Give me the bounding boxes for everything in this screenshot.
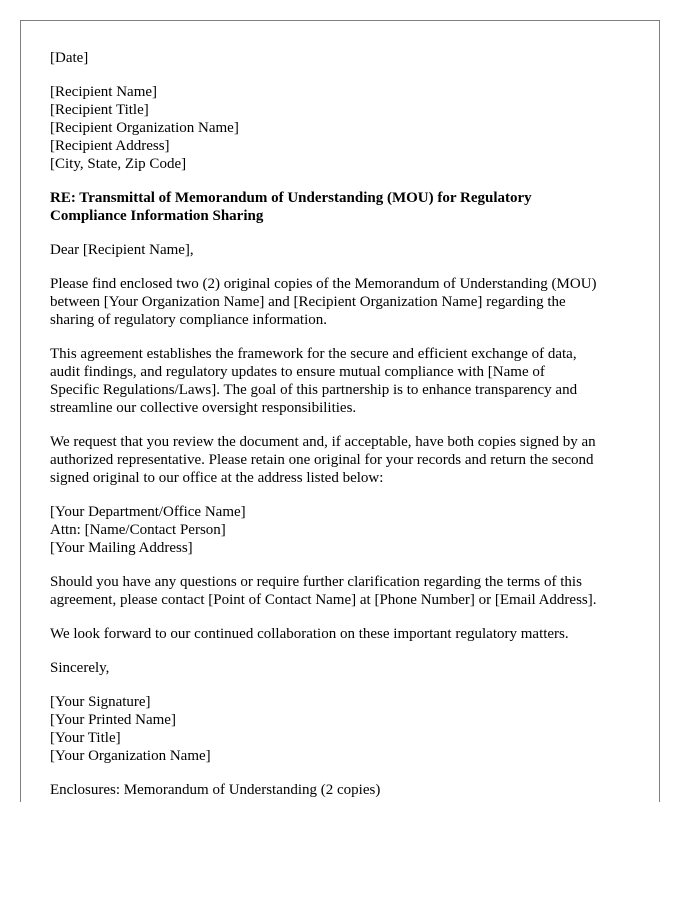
paragraph-line: audit findings, and regulatory updates to ensure mutual compliance with [Name of [50, 364, 545, 380]
paragraph-line: Specific Regulations/Laws]. The goal of this partnership is to enhance transparency and [50, 382, 578, 398]
paragraph-line: between [Your Organization Name] and [Recipient Organization Name] regarding the [50, 294, 566, 310]
paragraph-line: We request that you review the document and, if acceptable, have both copies signed by an [50, 434, 596, 450]
recipient-address: [Recipient Address] [50, 138, 170, 154]
paragraph-line: agreement, please contact [Point of Contact Name] at [Phone Number] or [Email Address]. [50, 592, 597, 608]
subject-line-2: Compliance Information Sharing [50, 208, 264, 224]
letter-page [20, 20, 660, 802]
signature-line: [Your Signature] [50, 694, 151, 710]
paragraph-line: Should you have any questions or require further clarification regarding the terms of this [50, 574, 582, 590]
recipient-title: [Recipient Title] [50, 102, 149, 118]
date-text: [Date] [50, 50, 89, 66]
paragraph-line: Please find enclosed two (2) original copies of the Memorandum of Understanding (MOU) [50, 276, 597, 292]
date-line [50, 49, 640, 67]
closing [50, 659, 640, 677]
printed-name-line: [Your Printed Name] [50, 712, 176, 728]
paragraph-agreement-framework [50, 345, 640, 417]
paragraph-line: We look forward to our continued collaboration on these important regulatory matters. [50, 626, 569, 642]
paragraph-review-request [50, 433, 640, 487]
salutation-text: Dear [Recipient Name], [50, 242, 194, 258]
return-address-block [50, 503, 640, 557]
organization-line: [Your Organization Name] [50, 748, 211, 764]
closing-text: Sincerely, [50, 660, 110, 676]
return-department: [Your Department/Office Name] [50, 504, 246, 520]
enclosures-note [50, 781, 640, 799]
recipient-organization: [Recipient Organization Name] [50, 120, 239, 136]
enclosures-text: Enclosures: Memorandum of Understanding (2 copies) [50, 782, 381, 798]
subject-line [50, 189, 640, 225]
paragraph-line: sharing of regulatory compliance information. [50, 312, 327, 328]
return-attention: Attn: [Name/Contact Person] [50, 522, 226, 538]
title-line: [Your Title] [50, 730, 121, 746]
paragraph-line: streamline our collective oversight responsibilities. [50, 400, 357, 416]
recipient-address-block [50, 83, 640, 173]
paragraph-line: signed original to our office at the address listed below: [50, 470, 384, 486]
paragraph-enclosed-copies [50, 275, 640, 329]
recipient-name: [Recipient Name] [50, 84, 158, 100]
paragraph-line: authorized representative. Please retain one original for your records and return the second [50, 452, 594, 468]
return-mailing-address: [Your Mailing Address] [50, 540, 193, 556]
recipient-city-state-zip: [City, State, Zip Code] [50, 156, 187, 172]
salutation [50, 241, 640, 259]
signature-block [50, 693, 640, 765]
paragraph-line: This agreement establishes the framework for the secure and efficient exchange of data, [50, 346, 577, 362]
letter-content [50, 49, 640, 799]
paragraph-collaboration [50, 625, 640, 643]
paragraph-questions-contact [50, 573, 640, 609]
subject-line-1: RE: Transmittal of Memorandum of Understanding (MOU) for Regulatory [50, 190, 532, 206]
